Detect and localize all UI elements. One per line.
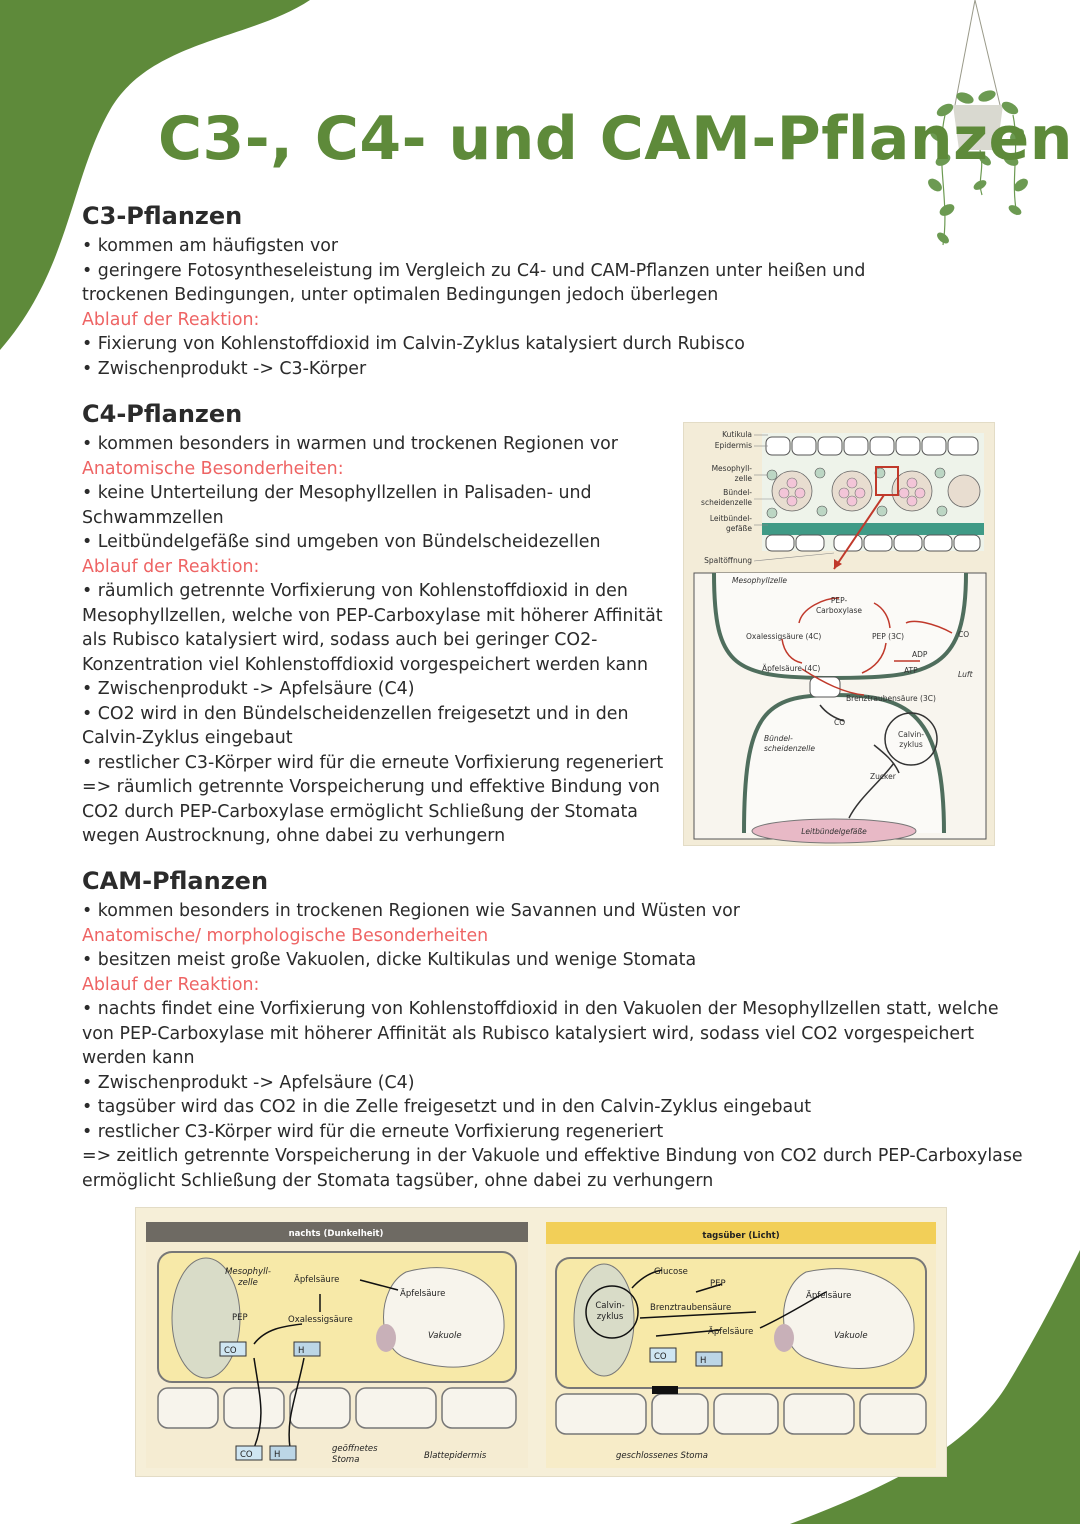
label-glucose: Glucose xyxy=(654,1267,688,1277)
label-mesophyll: Mesophyll- xyxy=(711,464,752,473)
label-apfelsaeure: Äpfelsäure xyxy=(708,1327,754,1337)
cam-line: • nachts findet eine Vorfixierung von Kohlenstoffdioxid in den Vakuolen der Mesophyllzellen statt, welche xyxy=(82,999,999,1019)
label-co2: CO xyxy=(834,718,846,727)
c4-line: • Leitbündelgefäße sind umgeben von Bündelscheidezellen xyxy=(82,532,601,552)
label-open-stoma: Stoma xyxy=(332,1455,360,1465)
label-mesophyll: Mesophyll- xyxy=(225,1267,271,1277)
c3-line: • Zwischenprodukt -> C3-Körper xyxy=(82,358,367,379)
cam-diagram xyxy=(135,1207,947,1477)
section-heading-cam: CAM-Pflanzen xyxy=(82,867,269,895)
label-pep-carboxylase: PEP- xyxy=(830,596,848,605)
label-adp: ADP xyxy=(912,650,928,659)
c4-subheading: Anatomische Besonderheiten: xyxy=(82,458,344,479)
label-co2: CO xyxy=(240,1450,253,1460)
cam-line: werden kann xyxy=(82,1048,195,1068)
label-vakuole: Vakuole xyxy=(834,1331,868,1341)
c4-line: • räumlich getrennte Vorfixierung von Kohlenstoffdioxid in den xyxy=(82,581,628,601)
label-brenztraubensaeure: Brenztraubensäure (3C) xyxy=(846,694,936,703)
cam-line: • restlicher C3-Körper wird für die erneute Vorfixierung regeneriert xyxy=(82,1121,664,1142)
label-blattepidermis: Blattepidermis xyxy=(424,1451,487,1461)
label-mesophyll: zelle xyxy=(238,1278,258,1288)
cam-line: => zeitlich getrennte Vorspeicherung in der Vakuole und effektive Bindung von CO2 durch PEP-Carboxylase xyxy=(82,1146,1023,1166)
label-calvin: zyklus xyxy=(596,1312,624,1322)
c4-line: => räumlich getrennte Vorspeicherung und effektive Bindung von xyxy=(82,777,660,797)
cam-line: • tagsüber wird das CO2 in die Zelle freigesetzt und in den Calvin-Zyklus eingebaut xyxy=(82,1097,812,1117)
label-kutikula: Kutikula xyxy=(722,430,752,439)
label-h2o: H xyxy=(274,1450,281,1460)
section-heading-c4: C4-Pflanzen xyxy=(82,400,243,428)
label-buendelscheide: Bündel- xyxy=(764,734,793,743)
section-c3 xyxy=(82,202,865,381)
c4-line: • kommen besonders in warmen und trockenen Regionen vor xyxy=(82,434,618,454)
label-zucker: Zucker xyxy=(870,772,896,781)
cam-line: • besitzen meist große Vakuolen, dicke Kultikulas und wenige Stomata xyxy=(82,950,697,970)
label-leitbuendelgefaesse: Leitbündelgefäße xyxy=(801,827,867,836)
c4-line: • restlicher C3-Körper wird für die erneute Vorfixierung regeneriert xyxy=(82,752,664,773)
day-title: tagsüber (Licht) xyxy=(702,1231,780,1241)
label-leitbuendel: gefäße xyxy=(726,524,752,533)
section-c4 xyxy=(82,400,663,849)
c4-leaf-diagram xyxy=(683,422,995,846)
c3-line: • kommen am häufigsten vor xyxy=(82,236,339,256)
c3-subheading: Ablauf der Reaktion: xyxy=(82,309,260,330)
label-vakuole: Vakuole xyxy=(428,1331,462,1341)
cam-subheading: Anatomische/ morphologische Besonderheiten xyxy=(82,925,489,946)
c4-line: Konzentration viel Kohlenstoffdioxid vorgespeichert werden kann xyxy=(82,654,649,675)
c4-line: wegen Austrocknung, ohne dabei zu verhungern xyxy=(82,826,506,846)
label-open-stoma: geöffnetes xyxy=(332,1444,378,1454)
label-apfelsaeure: Äpfelsäure xyxy=(400,1289,446,1299)
c4-line: Calvin-Zyklus eingebaut xyxy=(82,728,293,748)
label-spalt: Spaltöffnung xyxy=(704,556,752,565)
label-pep: PEP xyxy=(710,1279,726,1289)
label-h2o: H xyxy=(700,1356,707,1366)
label-mesophyllzelle: Mesophyllzelle xyxy=(732,576,788,585)
label-oxalessig: Oxalessigsäure (4C) xyxy=(746,632,822,641)
c4-line: • CO2 wird in den Bündelscheidenzellen freigesetzt und in den xyxy=(82,703,629,724)
label-mesophyll: zelle xyxy=(734,474,752,483)
label-apfelsaeure: Äpfelsäure xyxy=(294,1275,340,1285)
c4-subheading: Ablauf der Reaktion: xyxy=(82,556,260,577)
label-buendel: scheidenzelle xyxy=(701,498,752,507)
label-buendelscheide: scheidenzelle xyxy=(764,744,815,753)
label-luft: Luft xyxy=(958,670,973,679)
label-pep: PEP xyxy=(232,1313,248,1323)
night-title: nachts (Dunkelheit) xyxy=(288,1229,384,1239)
label-co2: CO xyxy=(958,630,970,639)
label-h2o: H xyxy=(298,1346,305,1356)
c4-line: • Zwischenprodukt -> Apfelsäure (C4) xyxy=(82,679,415,699)
cam-line: • kommen besonders in trockenen Regionen wie Savannen und Wüsten vor xyxy=(82,901,740,921)
cam-line: ermöglicht Schließung der Stomata tagsüber, ohne dabei zu verhungern xyxy=(82,1170,714,1191)
label-apfelsaeure: Äpfelsäure xyxy=(806,1291,852,1301)
section-heading-c3: C3-Pflanzen xyxy=(82,202,243,230)
label-leitbuendel: Leitbündel- xyxy=(709,514,752,523)
section-cam xyxy=(82,867,1023,1193)
c3-line: • geringere Fotosyntheseleistung im Vergleich zu C4- und CAM-Pflanzen unter heißen und xyxy=(82,260,866,281)
label-pep-carboxylase: Carboxylase xyxy=(815,606,863,615)
label-pep: PEP (3C) xyxy=(872,632,905,641)
page-title: C3-, C4- und CAM-Pflanzen xyxy=(158,104,1073,174)
c4-line: als Rubisco katalysiert wird, sodass auch bei geringer CO2- xyxy=(82,630,598,650)
c4-line: Schwammzellen xyxy=(82,507,224,528)
label-brenztraubensaeure: Brenztraubensäure xyxy=(650,1303,732,1313)
c3-line: • Fixierung von Kohlenstoffdioxid im Calvin-Zyklus katalysiert durch Rubisco xyxy=(82,334,745,354)
label-calvin: zyklus xyxy=(899,740,923,749)
c4-line: • keine Unterteilung der Mesophyllzellen in Palisaden- und xyxy=(82,483,592,503)
label-epidermis: Epidermis xyxy=(714,441,752,450)
label-calvin: Calvin- xyxy=(595,1301,625,1311)
label-atp: ATP xyxy=(904,666,918,675)
c3-line: trockenen Bedingungen, unter optimalen Bedingungen jedoch überlegen xyxy=(82,285,719,305)
label-apfelsaeure: Äpfelsäure (4C) xyxy=(762,664,821,673)
label-calvin: Calvin- xyxy=(898,730,924,739)
label-co2: CO xyxy=(654,1352,667,1362)
cam-subheading: Ablauf der Reaktion: xyxy=(82,974,260,995)
label-buendel: Bündel- xyxy=(723,488,752,497)
label-closed-stoma: geschlossenes Stoma xyxy=(616,1451,708,1461)
cam-line: von PEP-Carboxylase mit höherer Affinität als Rubisco katalysiert wird, sodass viel CO2 vorgespeichert xyxy=(82,1023,975,1044)
c4-line: Mesophyllzellen, welche von PEP-Carboxylase mit höherer Affinität xyxy=(82,605,663,626)
cam-line: • Zwischenprodukt -> Apfelsäure (C4) xyxy=(82,1072,415,1093)
c4-line: CO2 durch PEP-Carboxylase ermöglicht Schließung der Stomata xyxy=(82,801,638,822)
label-co2: CO xyxy=(224,1346,237,1356)
label-oxalessigsaeure: Oxalessigsäure xyxy=(288,1315,353,1325)
